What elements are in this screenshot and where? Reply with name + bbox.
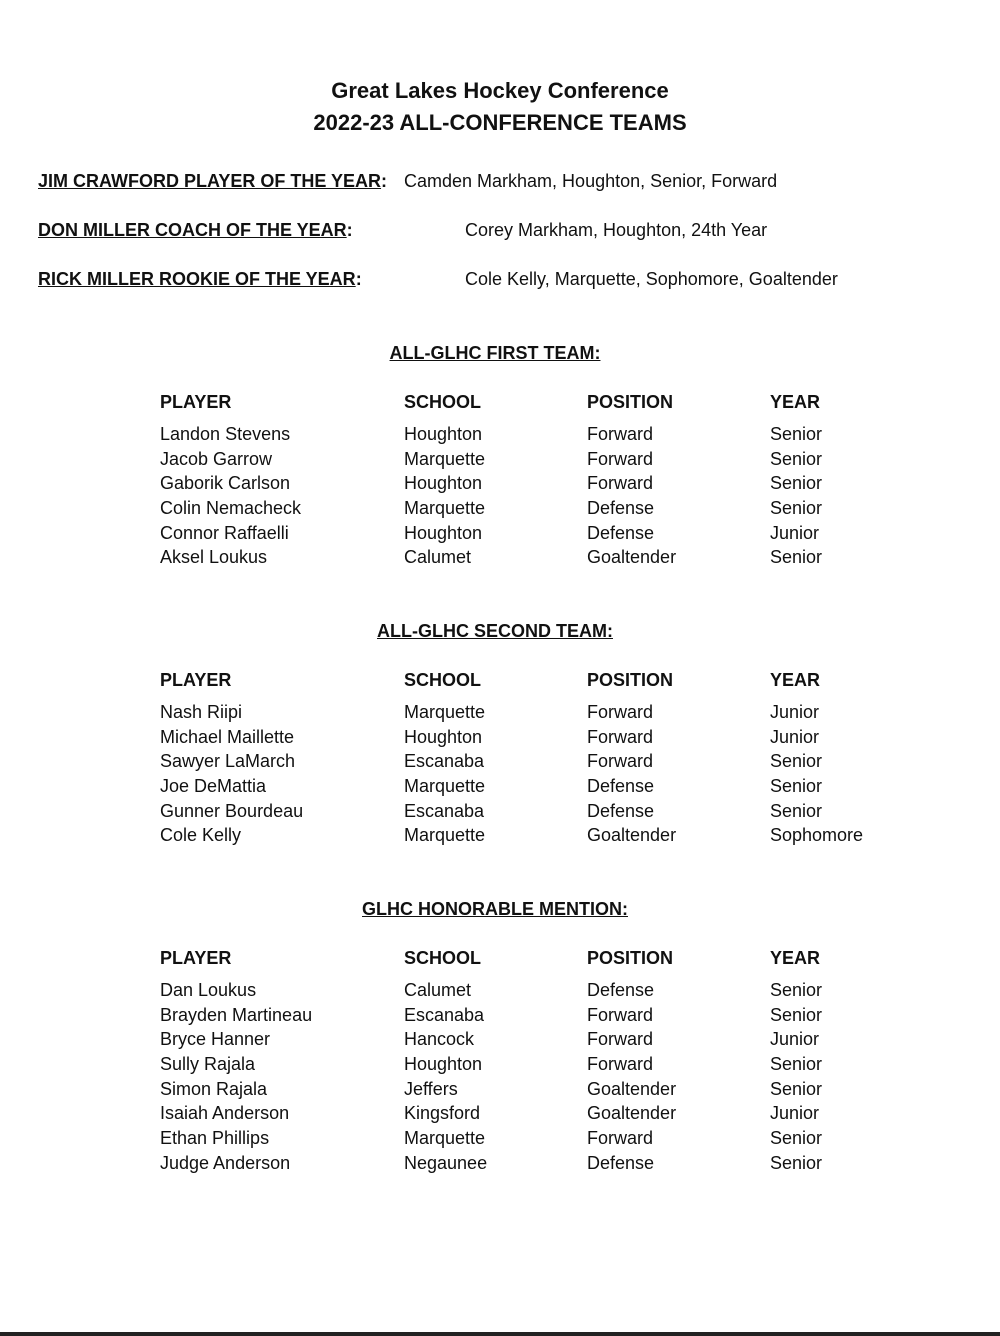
table-row xyxy=(160,1027,960,1052)
document-title: Great Lakes Hockey Conference xyxy=(331,78,669,103)
table-row xyxy=(160,978,960,1003)
player-name: Sully Rajala xyxy=(160,1054,256,1075)
player-school: Calumet xyxy=(404,980,472,1000)
player-year: Senior xyxy=(770,1078,823,1099)
table-row xyxy=(160,749,960,774)
table-row xyxy=(160,521,960,546)
award-colon: : xyxy=(355,269,362,289)
player-year: Senior xyxy=(770,1128,823,1149)
player-name: Brayden Martineau xyxy=(160,1004,313,1025)
column-header-player: PLAYER xyxy=(160,948,232,968)
player-position: Goaltender xyxy=(587,1103,677,1124)
award-rookie-of-the-year xyxy=(38,268,838,290)
column-header-player: PLAYER xyxy=(160,392,232,412)
player-position: Forward xyxy=(587,448,654,469)
table-row xyxy=(160,1126,960,1151)
player-name: Aksel Loukus xyxy=(160,547,268,568)
player-school: Houghton xyxy=(404,424,483,444)
player-year: Junior xyxy=(770,702,820,722)
table-row xyxy=(160,1101,960,1126)
player-year: Senior xyxy=(770,1054,823,1075)
player-name: Isaiah Anderson xyxy=(160,1103,290,1124)
player-position: Forward xyxy=(587,1054,654,1075)
section-title-second-team: ALL-GLHC SECOND TEAM: xyxy=(377,621,613,641)
award-label: JIM CRAWFORD PLAYER OF THE YEAR xyxy=(38,171,382,191)
roster-first-team xyxy=(160,390,960,570)
award-colon: : xyxy=(346,220,353,240)
player-year: Junior xyxy=(770,1103,820,1124)
player-year: Senior xyxy=(770,980,823,1000)
column-header-school: SCHOOL xyxy=(404,948,482,968)
table-row xyxy=(160,1077,960,1102)
table-row xyxy=(160,447,960,472)
table-header xyxy=(160,946,960,978)
column-header-year: YEAR xyxy=(770,670,821,690)
player-school: Negaunee xyxy=(404,1152,488,1173)
player-name: Colin Nemacheck xyxy=(160,498,302,519)
table-row xyxy=(160,725,960,750)
table-row xyxy=(160,799,960,824)
player-position: Forward xyxy=(587,473,654,494)
table-row xyxy=(160,823,960,848)
award-value: Camden Markham, Houghton, Senior, Forward xyxy=(404,171,778,191)
player-position: Forward xyxy=(587,726,654,747)
player-year: Junior xyxy=(770,522,820,543)
player-school: Marquette xyxy=(404,702,486,722)
column-header-year: YEAR xyxy=(770,392,821,412)
player-name: Simon Rajala xyxy=(160,1078,268,1099)
player-position: Defense xyxy=(587,522,655,543)
table-row xyxy=(160,545,960,570)
player-year: Junior xyxy=(770,726,820,747)
player-school: Kingsford xyxy=(404,1103,481,1124)
award-coach-of-the-year xyxy=(38,219,768,241)
player-name: Nash Riipi xyxy=(160,702,243,722)
column-header-school: SCHOOL xyxy=(404,392,482,412)
player-name: Connor Raffaelli xyxy=(160,522,289,543)
player-school: Houghton xyxy=(404,473,483,494)
table-row xyxy=(160,774,960,799)
player-year: Sophomore xyxy=(770,825,864,846)
column-header-year: YEAR xyxy=(770,948,821,968)
player-position: Forward xyxy=(587,751,654,772)
table-header xyxy=(160,390,960,422)
player-school: Houghton xyxy=(404,522,483,543)
player-name: Judge Anderson xyxy=(160,1152,291,1173)
award-player-of-the-year xyxy=(38,170,778,192)
player-year: Senior xyxy=(770,473,823,494)
player-position: Defense xyxy=(587,776,655,797)
column-header-position: POSITION xyxy=(587,670,674,690)
player-year: Senior xyxy=(770,776,823,797)
player-school: Escanaba xyxy=(404,800,485,821)
player-school: Marquette xyxy=(404,776,486,797)
player-position: Goaltender xyxy=(587,547,677,568)
roster-honorable-mention xyxy=(160,946,960,1176)
table-row xyxy=(160,1151,960,1176)
player-name: Dan Loukus xyxy=(160,980,257,1000)
column-header-player: PLAYER xyxy=(160,670,232,690)
bottom-edge-divider xyxy=(0,1332,1000,1336)
player-school: Houghton xyxy=(404,726,483,747)
column-header-position: POSITION xyxy=(587,948,674,968)
player-year: Senior xyxy=(770,448,823,469)
player-school: Escanaba xyxy=(404,751,485,772)
player-position: Forward xyxy=(587,424,654,444)
player-school: Jeffers xyxy=(404,1078,458,1099)
player-year: Senior xyxy=(770,498,823,519)
table-row xyxy=(160,422,960,447)
player-position: Forward xyxy=(587,702,654,722)
player-position: Forward xyxy=(587,1128,654,1149)
award-value: Cole Kelly, Marquette, Sophomore, Goaltender xyxy=(465,269,838,289)
section-title-first-team: ALL-GLHC FIRST TEAM: xyxy=(389,343,601,363)
player-name: Ethan Phillips xyxy=(160,1128,270,1149)
player-name: Jacob Garrow xyxy=(160,448,273,469)
player-school: Marquette xyxy=(404,825,486,846)
player-position: Defense xyxy=(587,498,655,519)
player-year: Senior xyxy=(770,800,823,821)
roster-second-team xyxy=(160,668,960,848)
player-position: Forward xyxy=(587,1004,654,1025)
player-year: Senior xyxy=(770,424,823,444)
player-school: Escanaba xyxy=(404,1004,485,1025)
player-year: Senior xyxy=(770,1152,823,1173)
table-row xyxy=(160,1003,960,1028)
player-school: Calumet xyxy=(404,547,472,568)
table-row xyxy=(160,496,960,521)
player-name: Sawyer LaMarch xyxy=(160,751,296,772)
award-label: RICK MILLER ROOKIE OF THE YEAR xyxy=(38,269,356,289)
player-position: Goaltender xyxy=(587,825,677,846)
player-name: Landon Stevens xyxy=(160,424,291,444)
player-school: Marquette xyxy=(404,498,486,519)
player-position: Defense xyxy=(587,980,655,1000)
player-name: Bryce Hanner xyxy=(160,1029,271,1050)
player-name: Michael Maillette xyxy=(160,726,295,747)
player-school: Marquette xyxy=(404,1128,486,1149)
award-value: Corey Markham, Houghton, 24th Year xyxy=(465,220,768,240)
document-subtitle: 2022-23 ALL-CONFERENCE TEAMS xyxy=(313,110,687,135)
award-label: DON MILLER COACH OF THE YEAR xyxy=(38,220,347,240)
player-name: Gunner Bourdeau xyxy=(160,800,304,821)
player-year: Senior xyxy=(770,751,823,772)
table-header xyxy=(160,668,960,700)
table-row xyxy=(160,700,960,725)
player-position: Goaltender xyxy=(587,1078,677,1099)
player-year: Senior xyxy=(770,547,823,568)
player-school: Houghton xyxy=(404,1054,483,1075)
player-name: Gaborik Carlson xyxy=(160,473,291,494)
player-year: Junior xyxy=(770,1029,820,1050)
player-name: Cole Kelly xyxy=(160,825,242,846)
player-year: Senior xyxy=(770,1004,823,1025)
column-header-school: SCHOOL xyxy=(404,670,482,690)
player-school: Hancock xyxy=(404,1029,475,1050)
column-header-position: POSITION xyxy=(587,392,674,412)
table-row xyxy=(160,1052,960,1077)
table-row xyxy=(160,471,960,496)
player-school: Marquette xyxy=(404,448,486,469)
section-title-honorable-mention: GLHC HONORABLE MENTION: xyxy=(362,899,628,919)
award-colon: : xyxy=(381,171,388,191)
player-position: Defense xyxy=(587,800,655,821)
player-position: Defense xyxy=(587,1152,655,1173)
player-position: Forward xyxy=(587,1029,654,1050)
player-name: Joe DeMattia xyxy=(160,776,267,797)
